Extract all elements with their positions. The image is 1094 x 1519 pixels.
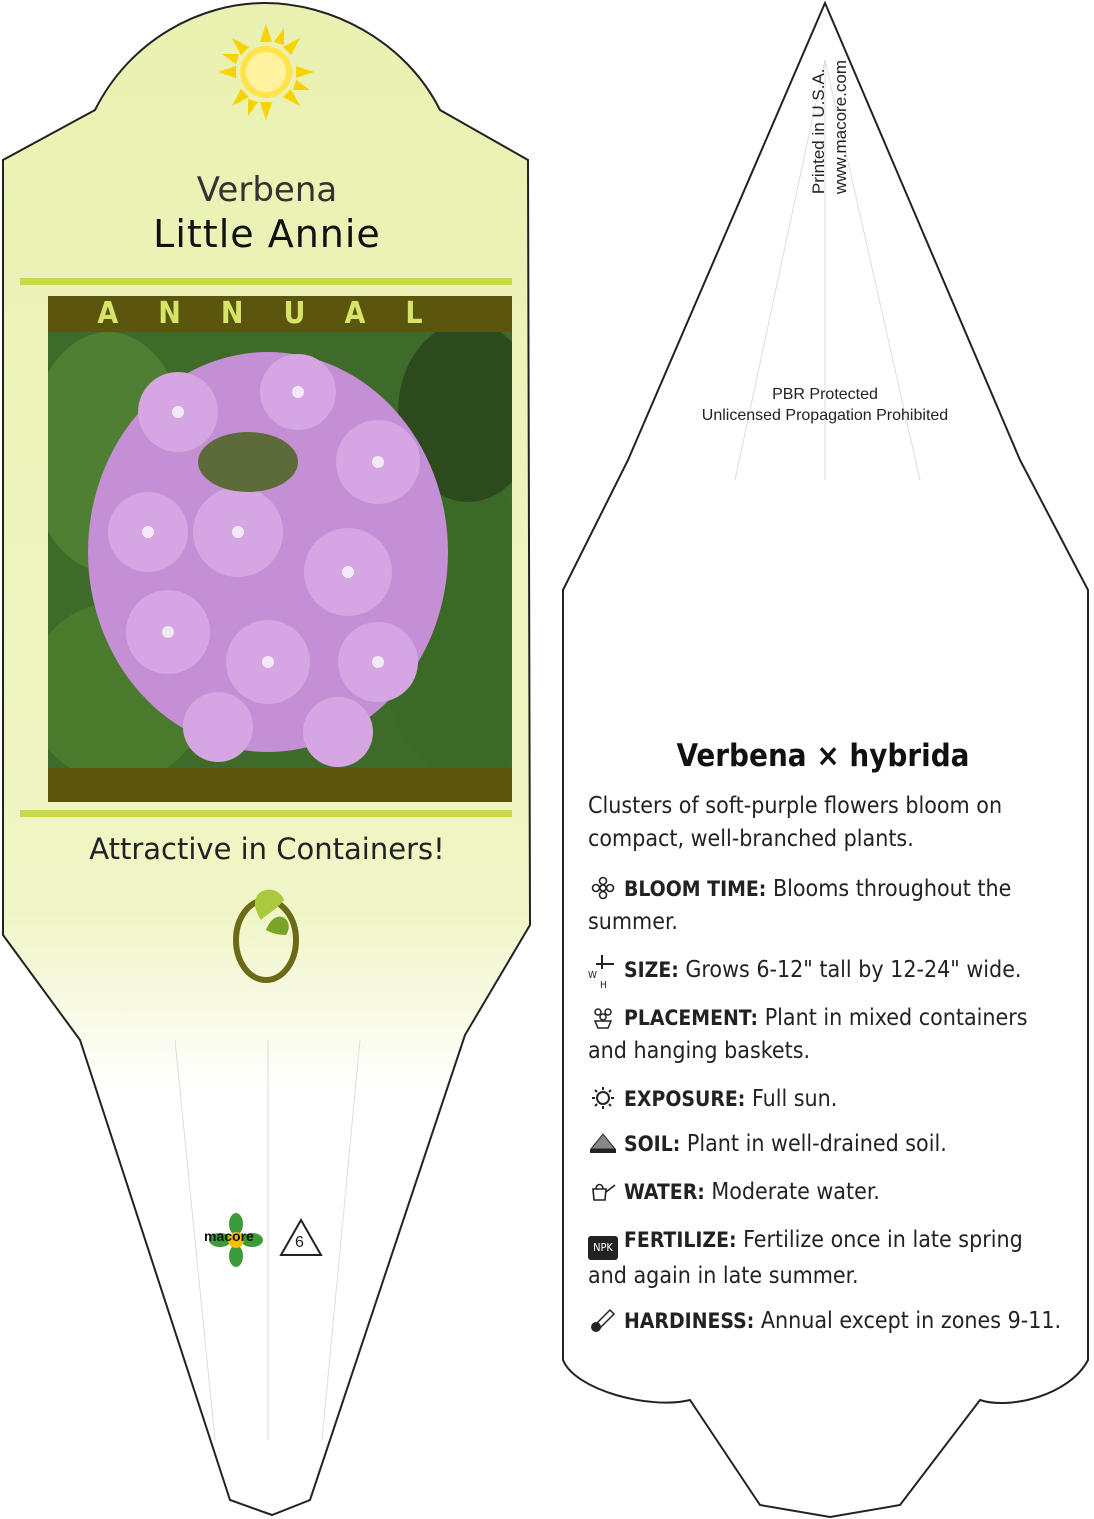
size-icon-w: W [588,970,597,981]
website-line: www.macore.com [831,60,850,195]
full-sun-icon [218,24,314,120]
care-label: EXPOSURE: [624,1087,746,1111]
printed-line: Printed in U.S.A. [809,68,828,195]
macore-logo-text: macore [204,1228,254,1244]
plant-cultivar: Little Annie [153,212,381,256]
flower-photo [48,332,512,768]
care-label: PLACEMENT: [624,1006,759,1030]
care-placement [588,1002,1068,1068]
size-arrows-icon [588,957,618,991]
photo-bottom-band [48,768,512,802]
pbr-line: PBR Protected [772,386,878,403]
care-text: Grows 6-12" tall by 12-24" wide. [685,957,1022,983]
watering-can-icon [588,1179,618,1203]
care-size [588,954,1068,991]
tagline: Attractive in Containers! [89,832,445,866]
care-hardiness [588,1305,1068,1338]
recycle-number: 6 [295,1234,304,1251]
plant-type-band: ANNUAL [48,296,512,332]
care-exposure [588,1083,1068,1116]
top-lime-stripe [20,278,512,285]
care-label: SIZE: [624,958,679,982]
care-text: Plant in well-drained soil. [686,1131,947,1157]
placement-icon [588,1005,618,1029]
care-text: Fertilize once in late spring and again in late summer. [588,1227,1023,1289]
care-text: Full sun. [751,1086,838,1112]
care-text: Plant in mixed containers and hanging baskets. [588,1005,1028,1064]
care-label: HARDINESS: [624,1309,755,1333]
plant-genus: Verbena [196,170,338,210]
plant-description: Clusters of soft-purple flowers bloom on compact, well-branched plants. [588,793,1003,852]
sun-icon [588,1086,618,1110]
care-text: Moderate water. [711,1179,880,1205]
propagation-line: Unlicensed Propagation Prohibited [701,407,949,424]
care-label: SOIL: [624,1132,681,1156]
care-soil [588,1128,1068,1161]
care-label: WATER: [624,1180,705,1204]
printed-in-usa [808,60,852,194]
care-text: Blooms throughout the summer. [588,876,1012,935]
soil-icon [588,1131,618,1155]
care-label: BLOOM TIME: [624,877,767,901]
size-icon-h: H [600,980,607,991]
thermometer-icon [588,1308,618,1332]
bottom-lime-stripe [20,810,512,817]
care-fertilize [588,1224,1068,1293]
pbr-notice [660,384,990,426]
botanical-name: Verbena × hybrida [676,738,970,774]
care-text: Annual except in zones 9-11. [760,1308,1062,1334]
npk-icon: NPK [588,1236,618,1260]
care-bloom-time [588,873,1068,939]
flower-icon [588,876,618,900]
care-water [588,1176,1068,1209]
care-label: FERTILIZE: [624,1228,737,1252]
